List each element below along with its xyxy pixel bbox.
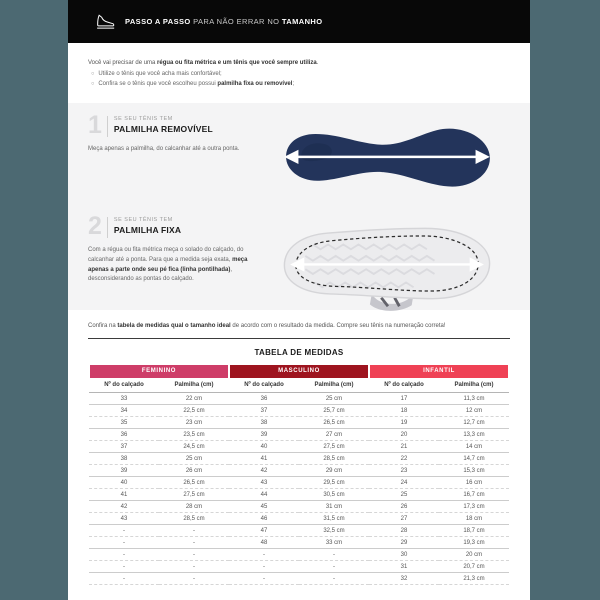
table-cell: 36 [89, 429, 159, 441]
table-row [89, 405, 509, 417]
table-cell: 31,5 cm [299, 513, 369, 525]
page-header [68, 0, 530, 43]
table-cell: 29 [369, 537, 439, 549]
table-cell: 42 [89, 501, 159, 513]
table-cell: 45 [229, 501, 299, 513]
size-table-title: TABELA DE MEDIDAS [254, 347, 344, 357]
intro-section [88, 58, 510, 90]
table-note: Confira na tabela de medidas qual o tamanho ideal de acordo com o resultado da medida. Compre seu tênis na numeração correta! [88, 322, 446, 329]
table-row [89, 501, 509, 513]
table-cell: 38 [89, 453, 159, 465]
table-cell: 28 cm [159, 501, 229, 513]
table-cell: 23 cm [159, 417, 229, 429]
table-cell: 29 cm [299, 465, 369, 477]
table-cell: 12 cm [439, 405, 509, 417]
column-header: Palmilha (cm) [159, 378, 229, 393]
step-kicker: SE SEU TÊNIS TEM [113, 216, 173, 223]
table-cell: 16,7 cm [439, 489, 509, 501]
table-cell: 26 [369, 501, 439, 513]
table-row [89, 549, 509, 561]
table-cell: - [229, 561, 299, 573]
table-cell: 22 cm [159, 393, 229, 405]
table-cell: 18,7 cm [439, 525, 509, 537]
table-cell: 36 [229, 393, 299, 405]
step-fixed-insole [88, 211, 510, 316]
table-cell: - [89, 573, 159, 585]
table-cell: 41 [229, 453, 299, 465]
table-row [89, 573, 509, 585]
group-header-feminino: FEMININO [89, 365, 229, 378]
table-cell: 16 cm [439, 477, 509, 489]
group-header-row [89, 365, 509, 378]
step-separator [107, 116, 108, 137]
group-header-infantil: INFANTIL [369, 365, 509, 378]
table-cell: 13,3 cm [439, 429, 509, 441]
group-header-masculino: MASCULINO [229, 365, 369, 378]
table-cell: 23,5 cm [159, 429, 229, 441]
table-cell: 14 cm [439, 441, 509, 453]
fixed-sole-image [268, 216, 506, 316]
table-cell: 40 [229, 441, 299, 453]
table-cell: 26,5 cm [299, 417, 369, 429]
column-header-row [89, 378, 509, 393]
table-cell: - [159, 561, 229, 573]
table-row [89, 489, 509, 501]
column-header: Nº do calçado [369, 378, 439, 393]
size-guide-page [68, 0, 530, 600]
table-cell: 34 [89, 405, 159, 417]
table-cell: - [159, 525, 229, 537]
table-cell: 24,5 cm [159, 441, 229, 453]
step-number: 2 [88, 211, 101, 240]
table-cell: 39 [89, 465, 159, 477]
table-cell: - [159, 537, 229, 549]
table-cell: 41 [89, 489, 159, 501]
table-cell: 30,5 cm [299, 489, 369, 501]
table-cell: 21,3 cm [439, 573, 509, 585]
table-cell: 48 [229, 537, 299, 549]
table-cell: 18 [369, 405, 439, 417]
table-row [89, 441, 509, 453]
table-cell: 17 [369, 393, 439, 405]
table-cell: 28,5 cm [299, 453, 369, 465]
table-cell: - [159, 549, 229, 561]
table-cell: 24 [369, 477, 439, 489]
table-cell: 43 [89, 513, 159, 525]
table-cell: - [89, 537, 159, 549]
table-row [89, 561, 509, 573]
step-removable-insole [88, 110, 510, 200]
table-cell: 33 [89, 393, 159, 405]
table-cell: - [89, 525, 159, 537]
step-title: PALMILHA REMOVÍVEL [113, 123, 213, 134]
table-row [89, 513, 509, 525]
table-cell: 40 [89, 477, 159, 489]
intro-bullet-2: ○ Confira se o tênis que você escolheu possui palmilha fixa ou removível; [88, 79, 510, 90]
table-cell: 47 [229, 525, 299, 537]
removable-insole-image [268, 115, 506, 200]
table-cell: 42 [229, 465, 299, 477]
table-cell: 28,5 cm [159, 513, 229, 525]
table-cell: 31 [369, 561, 439, 573]
table-cell: 20 [369, 429, 439, 441]
table-row [89, 537, 509, 549]
table-cell: 44 [229, 489, 299, 501]
table-cell: 37 [229, 405, 299, 417]
table-cell: 32 [369, 573, 439, 585]
divider [88, 338, 510, 339]
table-cell: 22,5 cm [159, 405, 229, 417]
circle-bullet-icon: ○ [91, 70, 95, 77]
table-cell: 35 [89, 417, 159, 429]
table-cell: 19 [369, 417, 439, 429]
table-row [89, 465, 509, 477]
step-title: PALMILHA FIXA [113, 224, 182, 235]
table-cell: - [299, 561, 369, 573]
table-row [89, 477, 509, 489]
table-cell: - [299, 549, 369, 561]
table-cell: - [299, 573, 369, 585]
table-cell: 27 cm [299, 429, 369, 441]
step-number: 1 [88, 110, 101, 139]
table-cell: 25 [369, 489, 439, 501]
steps-panel [68, 103, 530, 310]
column-header: Palmilha (cm) [439, 378, 509, 393]
table-row [89, 453, 509, 465]
table-cell: 31 cm [299, 501, 369, 513]
table-cell: 18 cm [439, 513, 509, 525]
table-cell: 25 cm [299, 393, 369, 405]
step-kicker: SE SEU TÊNIS TEM [113, 115, 173, 122]
step-separator [107, 217, 108, 238]
table-cell: 21 [369, 441, 439, 453]
table-cell: 15,3 cm [439, 465, 509, 477]
table-cell: 17,3 cm [439, 501, 509, 513]
table-cell: 27,5 cm [299, 441, 369, 453]
table-cell: 26,5 cm [159, 477, 229, 489]
table-cell: 30 [369, 549, 439, 561]
table-cell: 43 [229, 477, 299, 489]
table-cell: - [229, 573, 299, 585]
step-description: Com a régua ou fita métrica meça o solado do calçado, do calcanhar até a ponta. Para que a medida seja exata, meça apenas a parte onde seu pé fica (linha pontilhada), desconsiderando as pontas do calçado. [88, 246, 248, 283]
circle-bullet-icon: ○ [91, 81, 95, 88]
table-cell: 12,7 cm [439, 417, 509, 429]
table-cell: 11,3 cm [439, 393, 509, 405]
table-row [89, 417, 509, 429]
size-table-body [89, 393, 509, 585]
table-cell: 27 [369, 513, 439, 525]
table-cell: - [159, 573, 229, 585]
table-cell: 14,7 cm [439, 453, 509, 465]
table-cell: 37 [89, 441, 159, 453]
table-cell: 23 [369, 465, 439, 477]
column-header: Palmilha (cm) [299, 378, 369, 393]
table-cell: 20,7 cm [439, 561, 509, 573]
column-header: Nº do calçado [89, 378, 159, 393]
table-cell: 39 [229, 429, 299, 441]
table-cell: 29,5 cm [299, 477, 369, 489]
table-cell: - [89, 549, 159, 561]
intro-bullet-1: ○ Utilize o tênis que você acha mais confortável; [88, 69, 510, 80]
table-cell: 27,5 cm [159, 489, 229, 501]
page-title: PASSO A PASSO PARA NÃO ERRAR NO TAMANHO [125, 17, 323, 26]
table-cell: - [89, 561, 159, 573]
sneaker-icon [94, 12, 116, 31]
table-cell: 25,7 cm [299, 405, 369, 417]
table-cell: 28 [369, 525, 439, 537]
size-table [88, 365, 510, 586]
table-cell: 38 [229, 417, 299, 429]
table-row [89, 525, 509, 537]
table-cell: 26 cm [159, 465, 229, 477]
table-row [89, 429, 509, 441]
table-row [89, 393, 509, 405]
table-cell: 20 cm [439, 549, 509, 561]
column-header: Nº do calçado [229, 378, 299, 393]
table-cell: 33 cm [299, 537, 369, 549]
table-cell: 19,3 cm [439, 537, 509, 549]
table-cell: 46 [229, 513, 299, 525]
table-cell: 25 cm [159, 453, 229, 465]
table-cell: 22 [369, 453, 439, 465]
intro-lead: Você vai precisar de uma régua ou fita métrica e um tênis que você sempre utiliza. [88, 60, 319, 66]
table-cell: 32,5 cm [299, 525, 369, 537]
step-description: Meça apenas a palmilha, do calcanhar até a outra ponta. [88, 145, 240, 152]
table-cell: - [229, 549, 299, 561]
